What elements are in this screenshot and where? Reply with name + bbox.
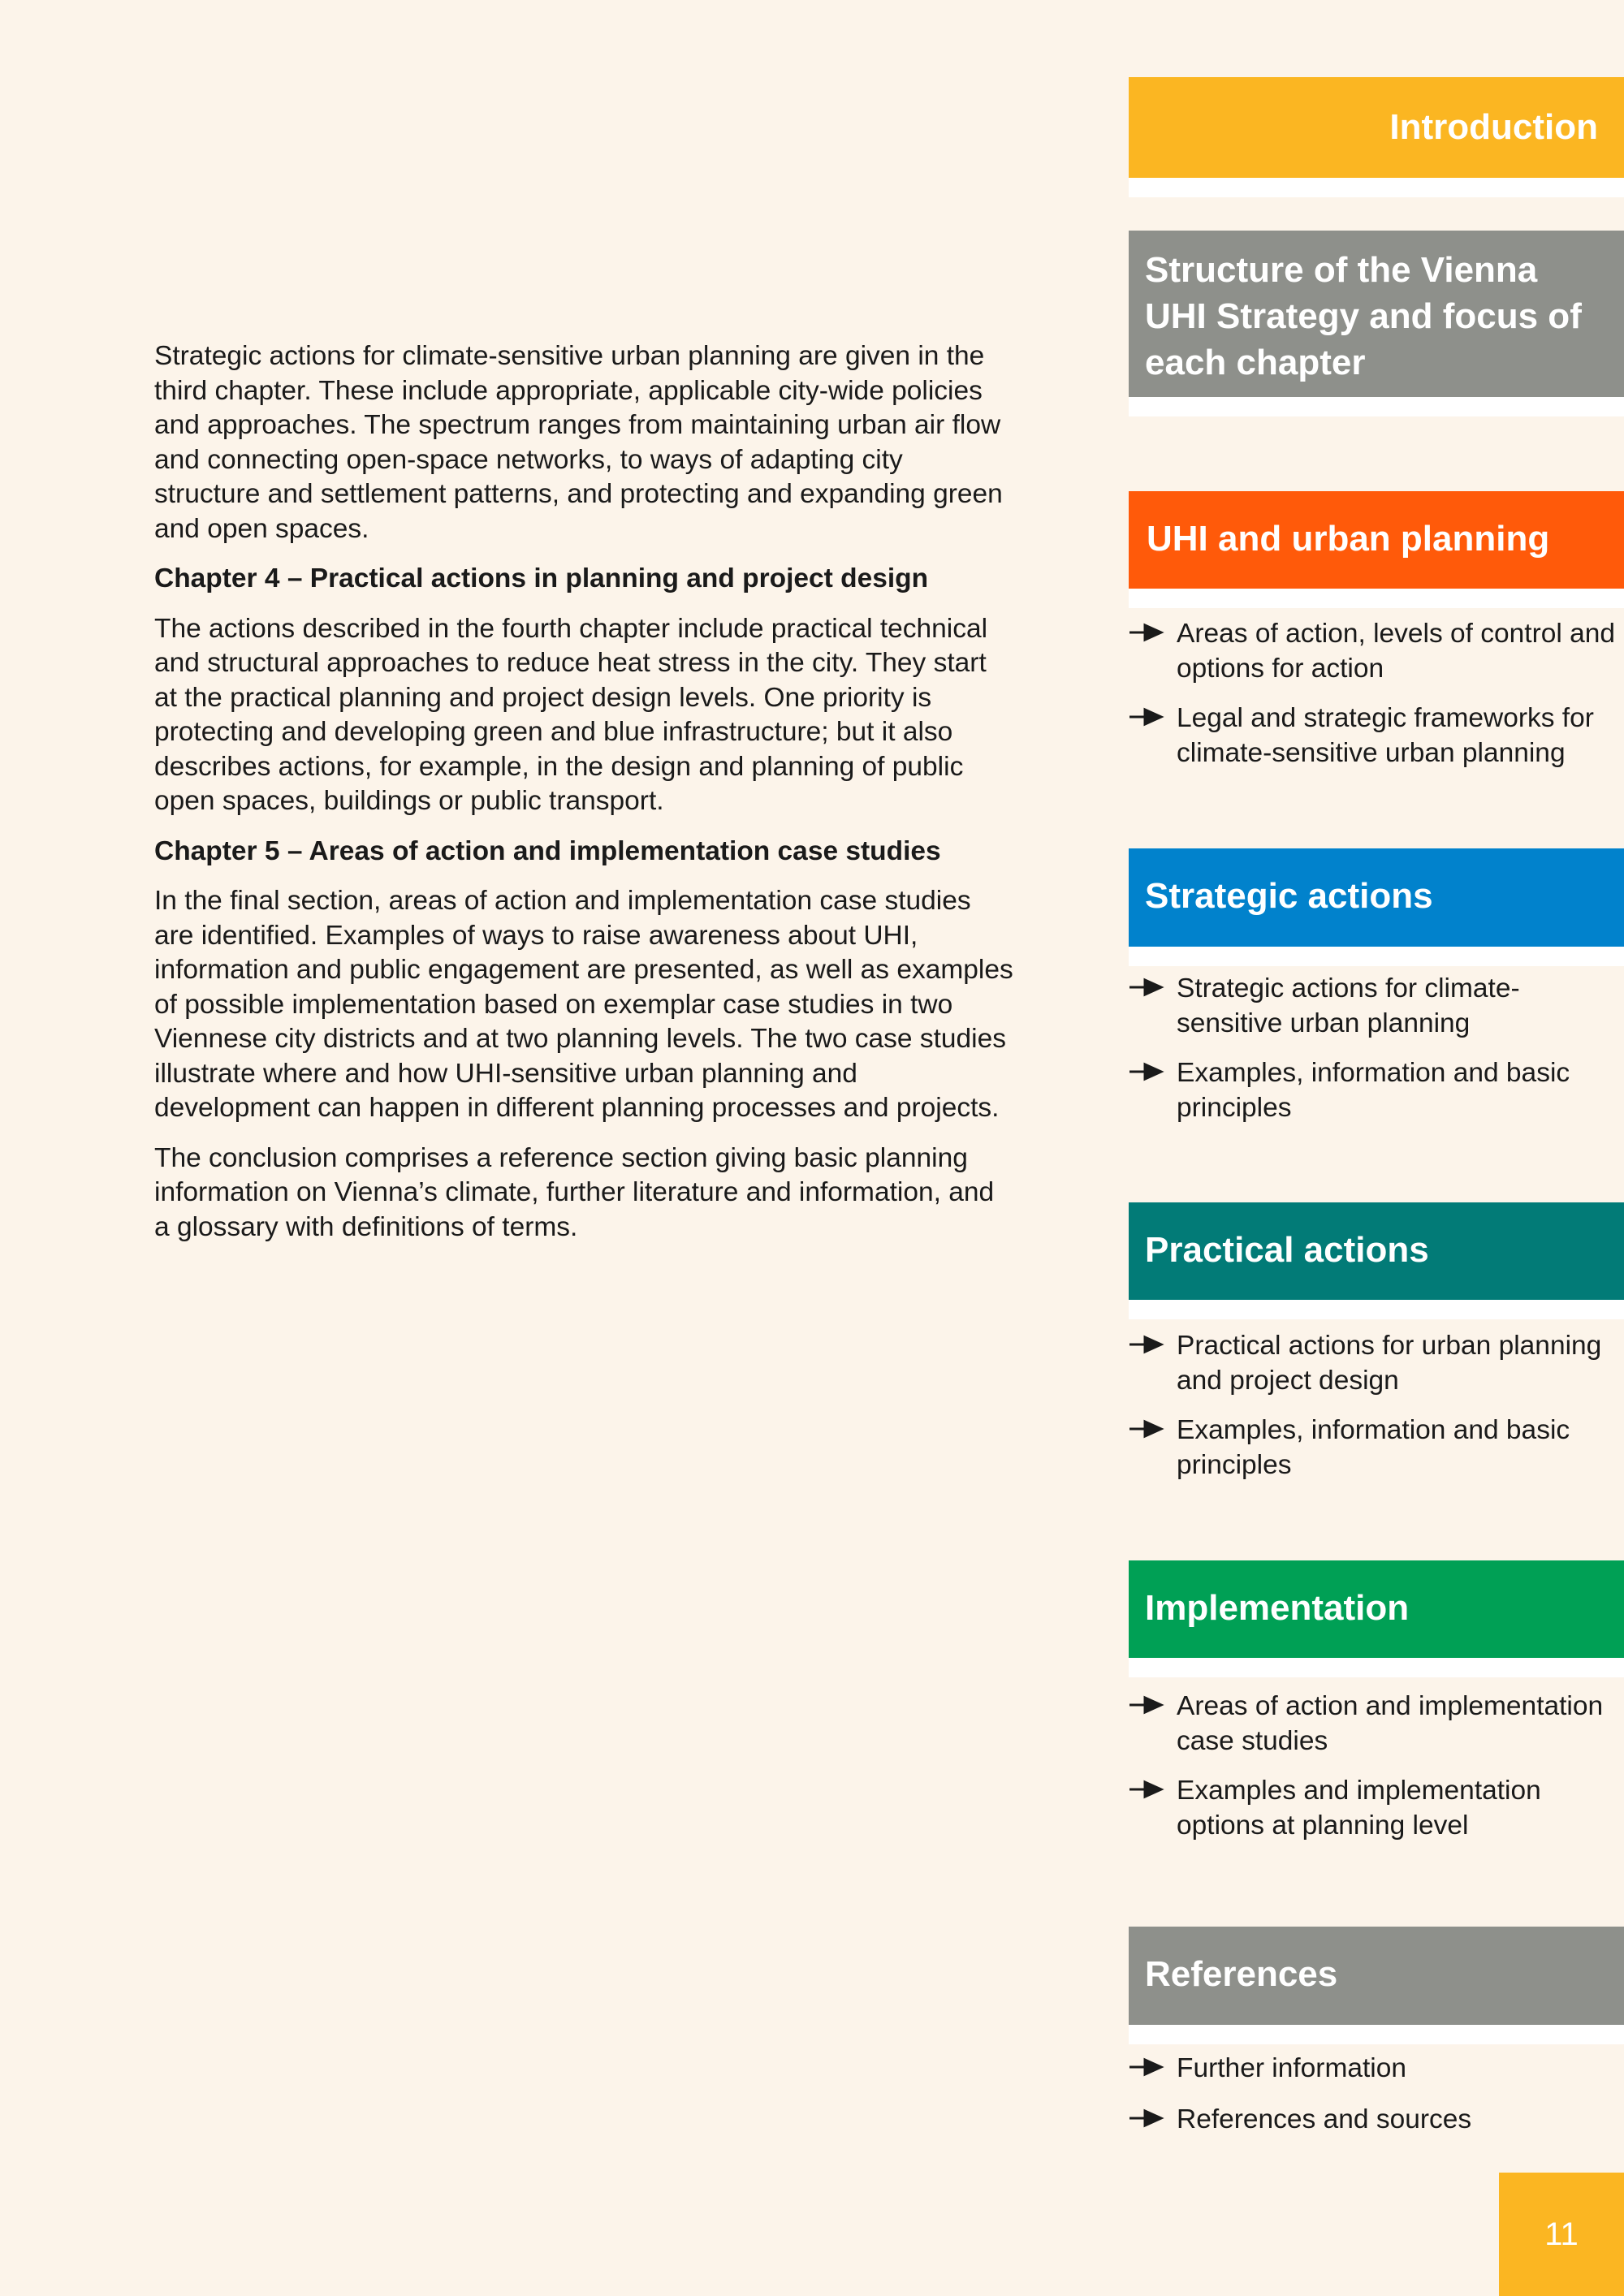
list-item-label: Strategic actions for climate-sensitive urban planning bbox=[1177, 973, 1520, 1038]
arrow-right-icon bbox=[1129, 1413, 1164, 1448]
list-item bbox=[1129, 1690, 1616, 1759]
arrow-right-icon bbox=[1129, 701, 1164, 736]
list-item bbox=[1129, 1413, 1616, 1482]
arrow-right-icon bbox=[1129, 2052, 1164, 2086]
page-number: 11 bbox=[1499, 2173, 1624, 2296]
section-band-structure bbox=[1129, 231, 1624, 397]
list-item bbox=[1129, 1329, 1616, 1398]
conclusion-paragraph: The conclusion comprises a reference section giving basic planning information on Vienna’s climate, further literature and information, and a glossary with definitions of terms. bbox=[154, 1142, 995, 1242]
section-title-strategic: Strategic actions bbox=[1145, 876, 1433, 916]
list-item bbox=[1129, 972, 1616, 1041]
list-item-label: Examples and implementation options at planning level bbox=[1177, 1776, 1541, 1841]
section-title-structure: Structure of the Vienna UHI Strategy and focus of each chapter bbox=[1145, 250, 1582, 382]
section-band-introduction bbox=[1129, 77, 1624, 178]
section-band-implementation bbox=[1129, 1560, 1624, 1658]
list-item-label: Areas of action, levels of control and options for action bbox=[1177, 619, 1616, 684]
section-title-uhi: UHI and urban planning bbox=[1147, 519, 1550, 559]
section-title-introduction: Introduction bbox=[1389, 107, 1598, 147]
arrow-right-icon bbox=[1129, 2103, 1164, 2137]
practical-bullet-list bbox=[1129, 1329, 1616, 1498]
references-bullet-list bbox=[1129, 2052, 1616, 2152]
strategic-bullet-list bbox=[1129, 972, 1616, 1141]
list-item bbox=[1129, 617, 1616, 686]
list-item-label: Examples, information and basic principles bbox=[1177, 1415, 1570, 1480]
list-item-label: Legal and strategic frameworks for climate-sensitive urban planning bbox=[1177, 703, 1594, 768]
arrow-right-icon bbox=[1129, 1329, 1164, 1363]
list-item-label: Areas of action and implementation case studies bbox=[1177, 1691, 1604, 1756]
main-text-column bbox=[154, 339, 1015, 1260]
chapter4-paragraph: The actions described in the fourth chapter include practical technical and structural approaches to reduce heat stress in the city. They start at the practical planning and project design levels. One priority is protecting and developing green and blue infrastructure; but it also describes actions, for example, in the design and planning of public open spaces, buildings or public transport. bbox=[154, 613, 988, 816]
list-item bbox=[1129, 1774, 1616, 1843]
implementation-bullet-list bbox=[1129, 1690, 1616, 1858]
arrow-right-icon bbox=[1129, 1774, 1164, 1808]
arrow-right-icon bbox=[1129, 617, 1164, 651]
list-item-label: Practical actions for urban planning and project design bbox=[1177, 1331, 1602, 1396]
list-item bbox=[1129, 701, 1616, 770]
list-item-label: Examples, information and basic principles bbox=[1177, 1058, 1570, 1123]
section-title-practical: Practical actions bbox=[1145, 1230, 1429, 1270]
section-band-uhi bbox=[1129, 491, 1624, 589]
section-band-practical bbox=[1129, 1202, 1624, 1300]
section-band-strategic bbox=[1129, 848, 1624, 947]
section-title-references: References bbox=[1145, 1954, 1338, 1994]
arrow-right-icon bbox=[1129, 1690, 1164, 1724]
chapter5-heading: Chapter 5 – Areas of action and implementation case studies bbox=[154, 835, 941, 866]
list-item-label: Further information bbox=[1177, 2053, 1406, 2083]
intro-paragraph: Strategic actions for climate-sensitive urban planning are given in the third chapter. These include appropriate, applicable city-wide policies and approaches. The spectrum ranges from maintaining urban air flow and connecting open-space networks, to ways of adapting city structure and settlement patterns, and protecting and expanding green and open spaces. bbox=[154, 341, 1003, 544]
list-item bbox=[1129, 2103, 1616, 2138]
arrow-right-icon bbox=[1129, 1056, 1164, 1090]
list-item-label: References and sources bbox=[1177, 2104, 1472, 2134]
arrow-right-icon bbox=[1129, 972, 1164, 1006]
list-item bbox=[1129, 1056, 1616, 1125]
chapter5-paragraph: In the final section, areas of action and implementation case studies are identified. Examples of ways to raise awareness about UHI, information and public engagement are presented, as well as examples of possible implementation based on exemplar case studies in two Viennese city districts and at two planning levels. The two case studies illustrate where and how UHI-sensitive urban planning and development can happen in different planning processes and projects. bbox=[154, 886, 1013, 1123]
section-band-references bbox=[1129, 1927, 1624, 2025]
uhi-bullet-list bbox=[1129, 617, 1616, 786]
section-title-implementation: Implementation bbox=[1145, 1588, 1410, 1628]
chapter4-heading: Chapter 4 – Practical actions in planning and project design bbox=[154, 563, 929, 593]
list-item bbox=[1129, 2052, 1616, 2087]
